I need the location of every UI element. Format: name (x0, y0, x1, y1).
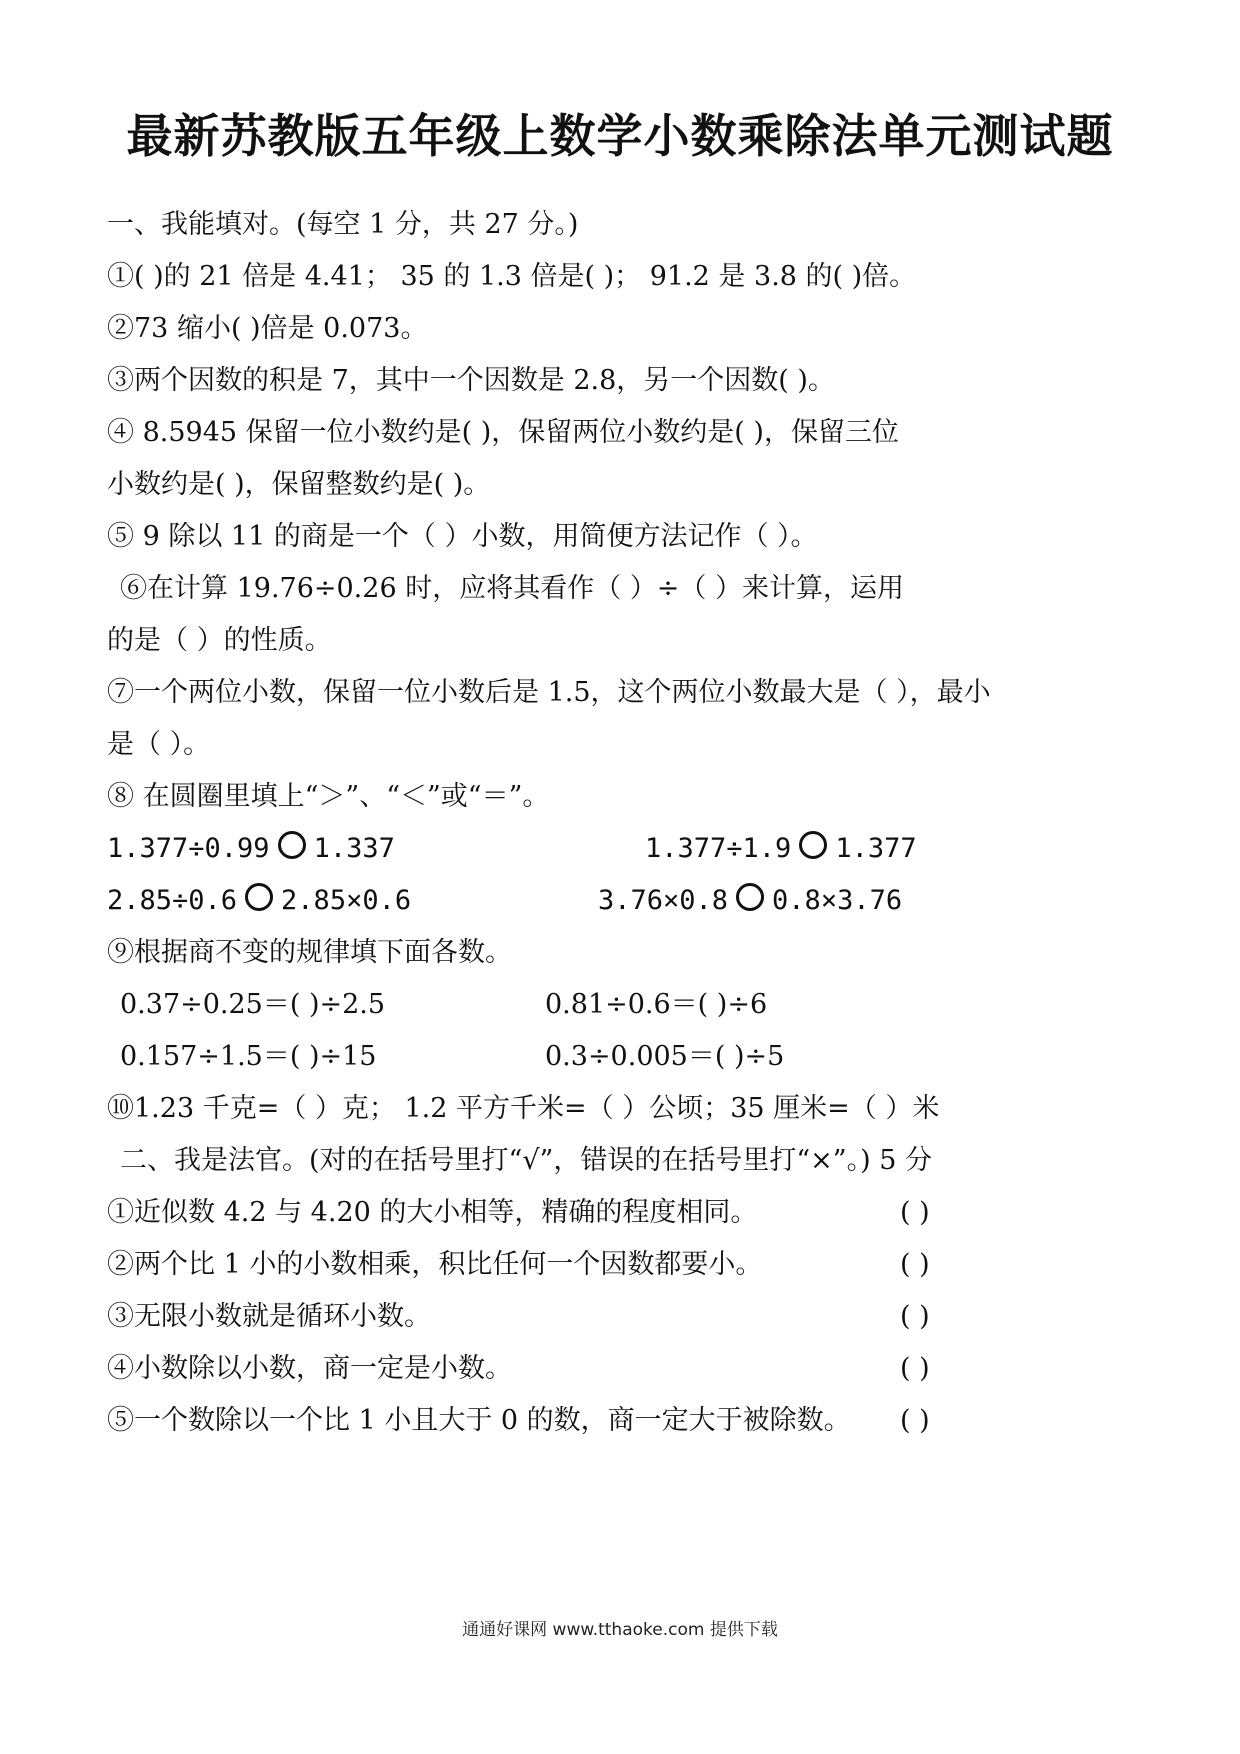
compare-left: 1.377÷1.9 (645, 833, 792, 864)
compare-right: 1.337 (313, 833, 395, 864)
question-4-line-2: 小数约是( )，保留整数约是( )。 (107, 469, 491, 500)
question-9b: 0.81÷0.6＝( )÷6 (545, 989, 768, 1020)
compare-item (645, 829, 917, 869)
question-9d: 0.3÷0.005＝( )÷5 (545, 1041, 785, 1072)
question-7-line-1: ⑦一个两位小数，保留一位小数后是 1.5，这个两位小数最大是（ ），最小 (107, 677, 991, 708)
compare-left: 2.85÷0.6 (107, 885, 238, 916)
judge-item: ③无限小数就是循环小数。 (107, 1301, 431, 1332)
compare-left: 3.76×0.8 (598, 885, 729, 916)
question-4-line-1: ④ 8.5945 保留一位小数约是( )，保留两位小数约是( )，保留三位 (107, 417, 899, 448)
judge-answer-box[interactable]: ( ) (900, 1301, 930, 1332)
compare-right: 2.85×0.6 (281, 885, 412, 916)
answer-circle[interactable] (799, 831, 827, 859)
answer-circle[interactable] (736, 883, 764, 911)
question-9a: 0.37÷0.25＝( )÷2.5 (120, 989, 386, 1020)
answer-circle[interactable] (245, 883, 273, 911)
judge-answer-box[interactable]: ( ) (900, 1405, 930, 1436)
compare-left: 1.377÷0.99 (107, 833, 270, 864)
question-8: ⑧ 在圆圈里填上“＞”、“＜”或“＝”。 (107, 781, 550, 812)
judge-answer-box[interactable]: ( ) (900, 1249, 930, 1280)
judge-item: ⑤一个数除以一个比 1 小且大于 0 的数，商一定大于被除数。 (107, 1405, 851, 1436)
question-9: ⑨根据商不变的规律填下面各数。 (107, 937, 512, 968)
question-3: ③两个因数的积是 7，其中一个因数是 2.8，另一个因数( )。 (107, 365, 835, 396)
question-5: ⑤ 9 除以 11 的商是一个（ ）小数，用简便方法记作（ ）。 (107, 521, 818, 552)
compare-right: 0.8×3.76 (772, 885, 903, 916)
page-footer: 通通好课网 www.tthaoke.com 提供下载 (462, 1620, 778, 1640)
question-2: ②73 缩小( )倍是 0.073。 (107, 313, 428, 344)
judge-item: ①近似数 4.2 与 4.20 的大小相等，精确的程度相同。 (107, 1197, 758, 1228)
compare-item (107, 829, 395, 869)
page-title: 最新苏教版五年级上数学小数乘除法单元测试题 (126, 109, 1114, 163)
compare-right: 1.377 (835, 833, 917, 864)
question-7-line-2: 是（ ）。 (107, 729, 211, 760)
judge-answer-box[interactable]: ( ) (900, 1197, 930, 1228)
compare-item (107, 881, 411, 921)
question-1: ①( )的 21 倍是 4.41； 35 的 1.3 倍是( )； 91.2 是 3.8 的( )倍。 (107, 261, 917, 292)
judge-item: ②两个比 1 小的小数相乘，积比任何一个因数都要小。 (107, 1249, 763, 1280)
judge-item: ④小数除以小数，商一定是小数。 (107, 1353, 512, 1384)
section2-heading: 二、我是法官。(对的在括号里打“√”，错误的在括号里打“×”。) 5 分 (120, 1145, 932, 1176)
question-6-line-2: 的是（ ）的性质。 (107, 625, 332, 656)
section1-heading: 一、我能填对。(每空 1 分，共 27 分。) (107, 209, 579, 240)
question-6-line-1: ⑥在计算 19.76÷0.26 时，应将其看作（ ）÷（ ）来计算，运用 (120, 573, 904, 604)
question-9c: 0.157÷1.5＝( )÷15 (120, 1041, 377, 1072)
question-10: ⑩1.23 千克=（ ）克； 1.2 平方千米=（ ）公顷；35 厘米=（ ）米 (107, 1093, 940, 1124)
answer-circle[interactable] (278, 831, 306, 859)
judge-answer-box[interactable]: ( ) (900, 1353, 930, 1384)
compare-item (598, 881, 902, 921)
